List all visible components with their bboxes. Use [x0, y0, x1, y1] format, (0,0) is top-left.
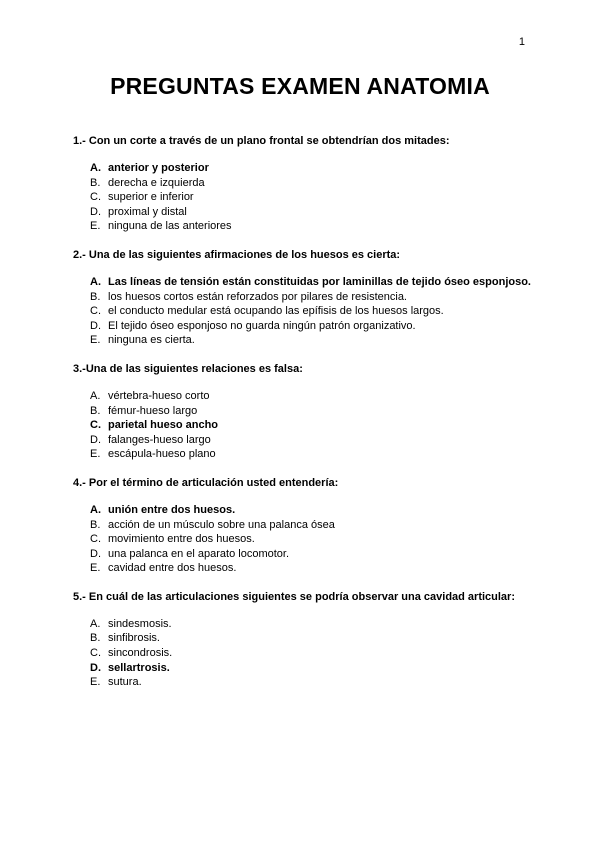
option-text: cavidad entre dos huesos. [108, 562, 237, 575]
option-letter: A. [90, 162, 101, 174]
option-item [90, 176, 533, 191]
option-text: movimiento entre dos huesos. [108, 533, 255, 546]
option-text: ninguna es cierta. [108, 334, 195, 347]
option-letter: E. [90, 562, 101, 575]
option-text: una palanca en el aparato locomotor. [108, 547, 290, 560]
question-text: 1.- Con un corte a través de un plano frontal se obtendrían dos mitades: [73, 135, 450, 147]
option-item [90, 275, 533, 290]
question-2 [73, 248, 533, 348]
option-letter: A. [90, 275, 101, 288]
question-4 [73, 476, 533, 576]
option-text: el conducto medular está ocupando las epífisis de los huesos largos. [108, 305, 444, 318]
option-item [90, 447, 533, 462]
option-text: anterior y posterior [108, 162, 209, 174]
option-letter: C. [90, 305, 101, 318]
option-text: sellartrosis. [108, 661, 170, 674]
option-item [90, 433, 533, 448]
option-text: ninguna de las anteriores [108, 220, 232, 233]
option-item [90, 333, 533, 348]
option-item [90, 290, 533, 305]
option-item [90, 518, 533, 533]
option-letter: B. [90, 290, 101, 303]
option-text: acción de un músculo sobre una palanca ósea [108, 518, 335, 531]
option-letter: C. [90, 191, 101, 204]
option-list [73, 389, 533, 462]
question-5 [73, 590, 533, 690]
option-letter: C. [90, 419, 101, 432]
option-text: escápula-hueso plano [108, 448, 216, 461]
option-letter: E. [90, 220, 101, 233]
option-text: vértebra-hueso corto [108, 389, 210, 402]
option-letter: E. [90, 448, 101, 461]
option-letter: D. [90, 661, 101, 674]
option-letter: E. [90, 334, 101, 347]
option-letter: D. [90, 547, 101, 560]
option-item [90, 561, 533, 576]
document-title: PREGUNTAS EXAMEN ANATOMIA [110, 73, 490, 99]
question-text: 4.- Por el término de articulación usted entendería: [73, 476, 339, 489]
option-letter: B. [90, 404, 101, 417]
option-item [90, 389, 533, 404]
question-text: 5.- En cuál de las articulaciones siguientes se podría observar una cavidad articular: [73, 590, 515, 603]
option-item [90, 503, 533, 518]
question-text: 3.-Una de las siguientes relaciones es falsa: [73, 362, 303, 375]
option-text: sincondrosis. [108, 647, 173, 660]
option-letter: B. [90, 632, 101, 645]
option-text: derecha e izquierda [108, 176, 205, 189]
option-letter: D. [90, 319, 101, 332]
option-letter: C. [90, 647, 101, 660]
option-list [73, 617, 533, 690]
option-text: unión entre dos huesos. [108, 503, 236, 516]
option-text: sinfibrosis. [108, 632, 160, 645]
option-text: proximal y distal [108, 205, 187, 218]
option-letter: A. [90, 617, 101, 630]
option-item [90, 190, 533, 205]
option-list [73, 503, 533, 576]
option-item [90, 319, 533, 334]
option-text: El tejido óseo esponjoso no guarda ningún patrón organizativo. [108, 319, 416, 332]
option-text: fémur-hueso largo [108, 404, 198, 417]
option-item [90, 219, 533, 234]
option-item [90, 631, 533, 646]
option-list [73, 275, 533, 348]
option-text: Las líneas de tensión están constituidas por laminillas de tejido óseo esponjoso. [108, 275, 531, 288]
option-letter: E. [90, 676, 101, 689]
option-text: sindesmosis. [108, 617, 172, 630]
option-text: sutura. [108, 676, 142, 689]
option-item [90, 675, 533, 690]
option-item [90, 661, 533, 676]
option-text: los huesos cortos están reforzados por pilares de resistencia. [108, 290, 407, 303]
option-item [90, 532, 533, 547]
option-item [90, 646, 533, 661]
option-item [90, 418, 533, 433]
option-item [90, 547, 533, 562]
option-letter: D. [90, 433, 101, 446]
option-text: parietal hueso ancho [108, 419, 219, 432]
option-text: falanges-hueso largo [108, 433, 211, 446]
option-text: superior e inferior [108, 191, 194, 204]
question-3 [73, 362, 533, 462]
option-item [90, 617, 533, 632]
option-item [90, 161, 533, 176]
option-item [90, 205, 533, 220]
page-number: 1 [518, 36, 525, 48]
option-letter: B. [90, 518, 101, 531]
option-letter: A. [90, 503, 101, 516]
option-item [90, 304, 533, 319]
option-letter: A. [90, 389, 101, 402]
option-letter: D. [90, 205, 101, 218]
option-letter: B. [90, 176, 101, 189]
question-text: 2.- Una de las siguientes afirmaciones de los huesos es cierta: [73, 248, 401, 261]
question-1 [73, 134, 533, 234]
option-list [73, 161, 533, 234]
option-item [90, 404, 533, 419]
option-letter: C. [90, 533, 101, 546]
question-list [73, 134, 533, 704]
